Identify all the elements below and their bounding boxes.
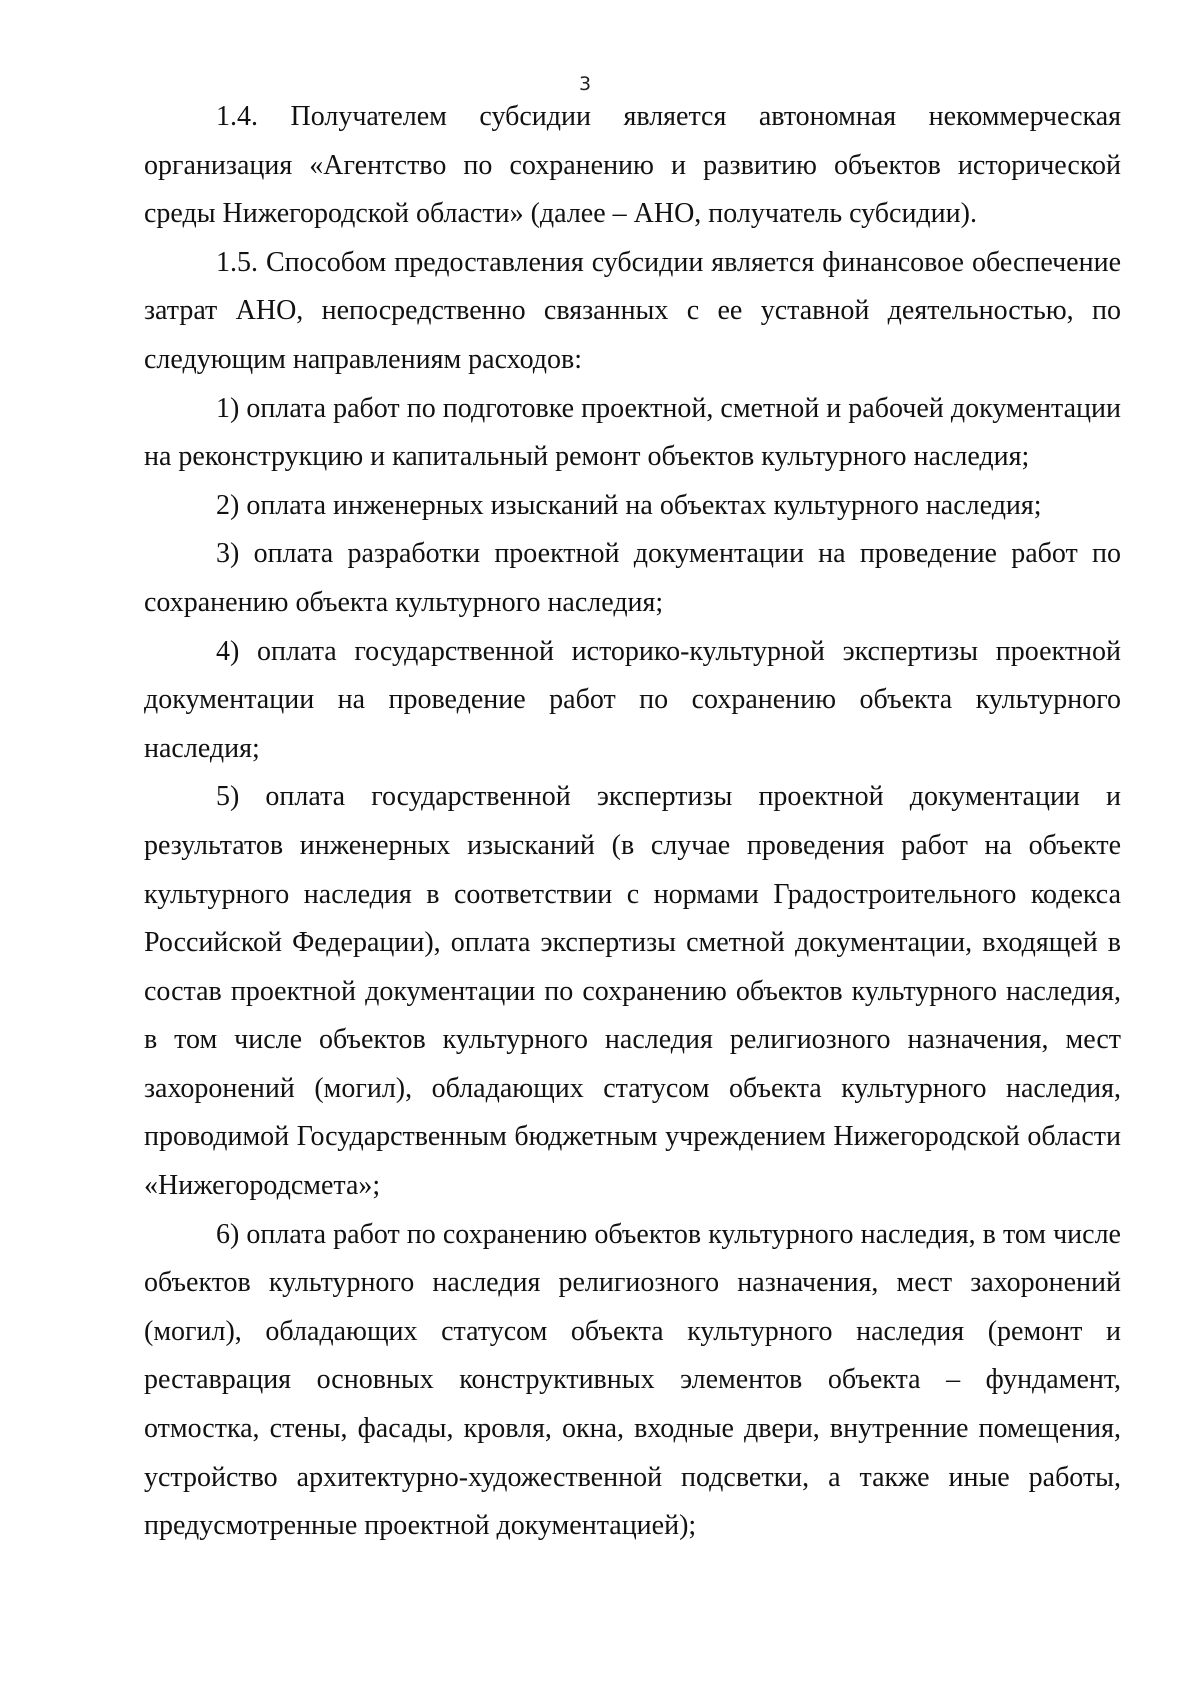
paragraph-1-4: 1.4. Получателем субсидии является автономная некоммерческая организация «Агентство по сохранению и развитию объектов исторической среды Нижегородской области» (далее – АНО, получатель субсидии).: [144, 101, 1121, 230]
list-item-6: 6) оплата работ по сохранению объектов культурного наследия, в том числе объектов культурного наследия религиозного назначения, мест захоронений (могил), обладающих статусом объекта культурного наследия (ремонт и реставрация основных конструктивных элементов объекта – фундамент, отмостка, стены, фасады, кровля, окна, входные двери, внутренние помещения, устройство архитектурно-художественной подсветки, а также иные работы, предусмотренные проектной документацией);: [144, 1218, 1121, 1542]
list-item-1: 1) оплата работ по подготовке проектной, сметной и рабочей документации на реконструкцию и капитальный ремонт объектов культурного наследия;: [144, 392, 1121, 473]
list-item-2: 2) оплата инженерных изысканий на объектах культурного наследия;: [216, 489, 1042, 521]
list-item-4: 4) оплата государственной историко-культурной экспертизы проектной документации на проведение работ по сохранению объекта культурного наследия;: [144, 635, 1121, 764]
page-number: 3: [578, 73, 592, 95]
document-body: [144, 93, 1121, 1551]
list-item-5: 5) оплата государственной экспертизы проектной документации и результатов инженерных изысканий (в случае проведения работ на объекте культурного наследия в соответствии с нормами Градостроительного кодекса Российской Федерации), оплата экспертизы сметной документации, входящей в состав проектной документации по сохранению объектов культурного наследия, в том числе объектов культурного наследия религиозного назначения, мест захоронений (могил), обладающих статусом объекта культурного наследия, проводимой Государственным бюджетным учреждением Нижегородской области «Нижегородсмета»;: [144, 781, 1121, 1202]
list-item-3: 3) оплата разработки проектной документации на проведение работ по сохранению объекта культурного наследия;: [144, 538, 1121, 618]
paragraph-1-5: 1.5. Способом предоставления субсидии является финансовое обеспечение затрат АНО, непосредственно связанных с ее уставной деятельностью, по следующим направлениям расходов:: [144, 246, 1121, 375]
